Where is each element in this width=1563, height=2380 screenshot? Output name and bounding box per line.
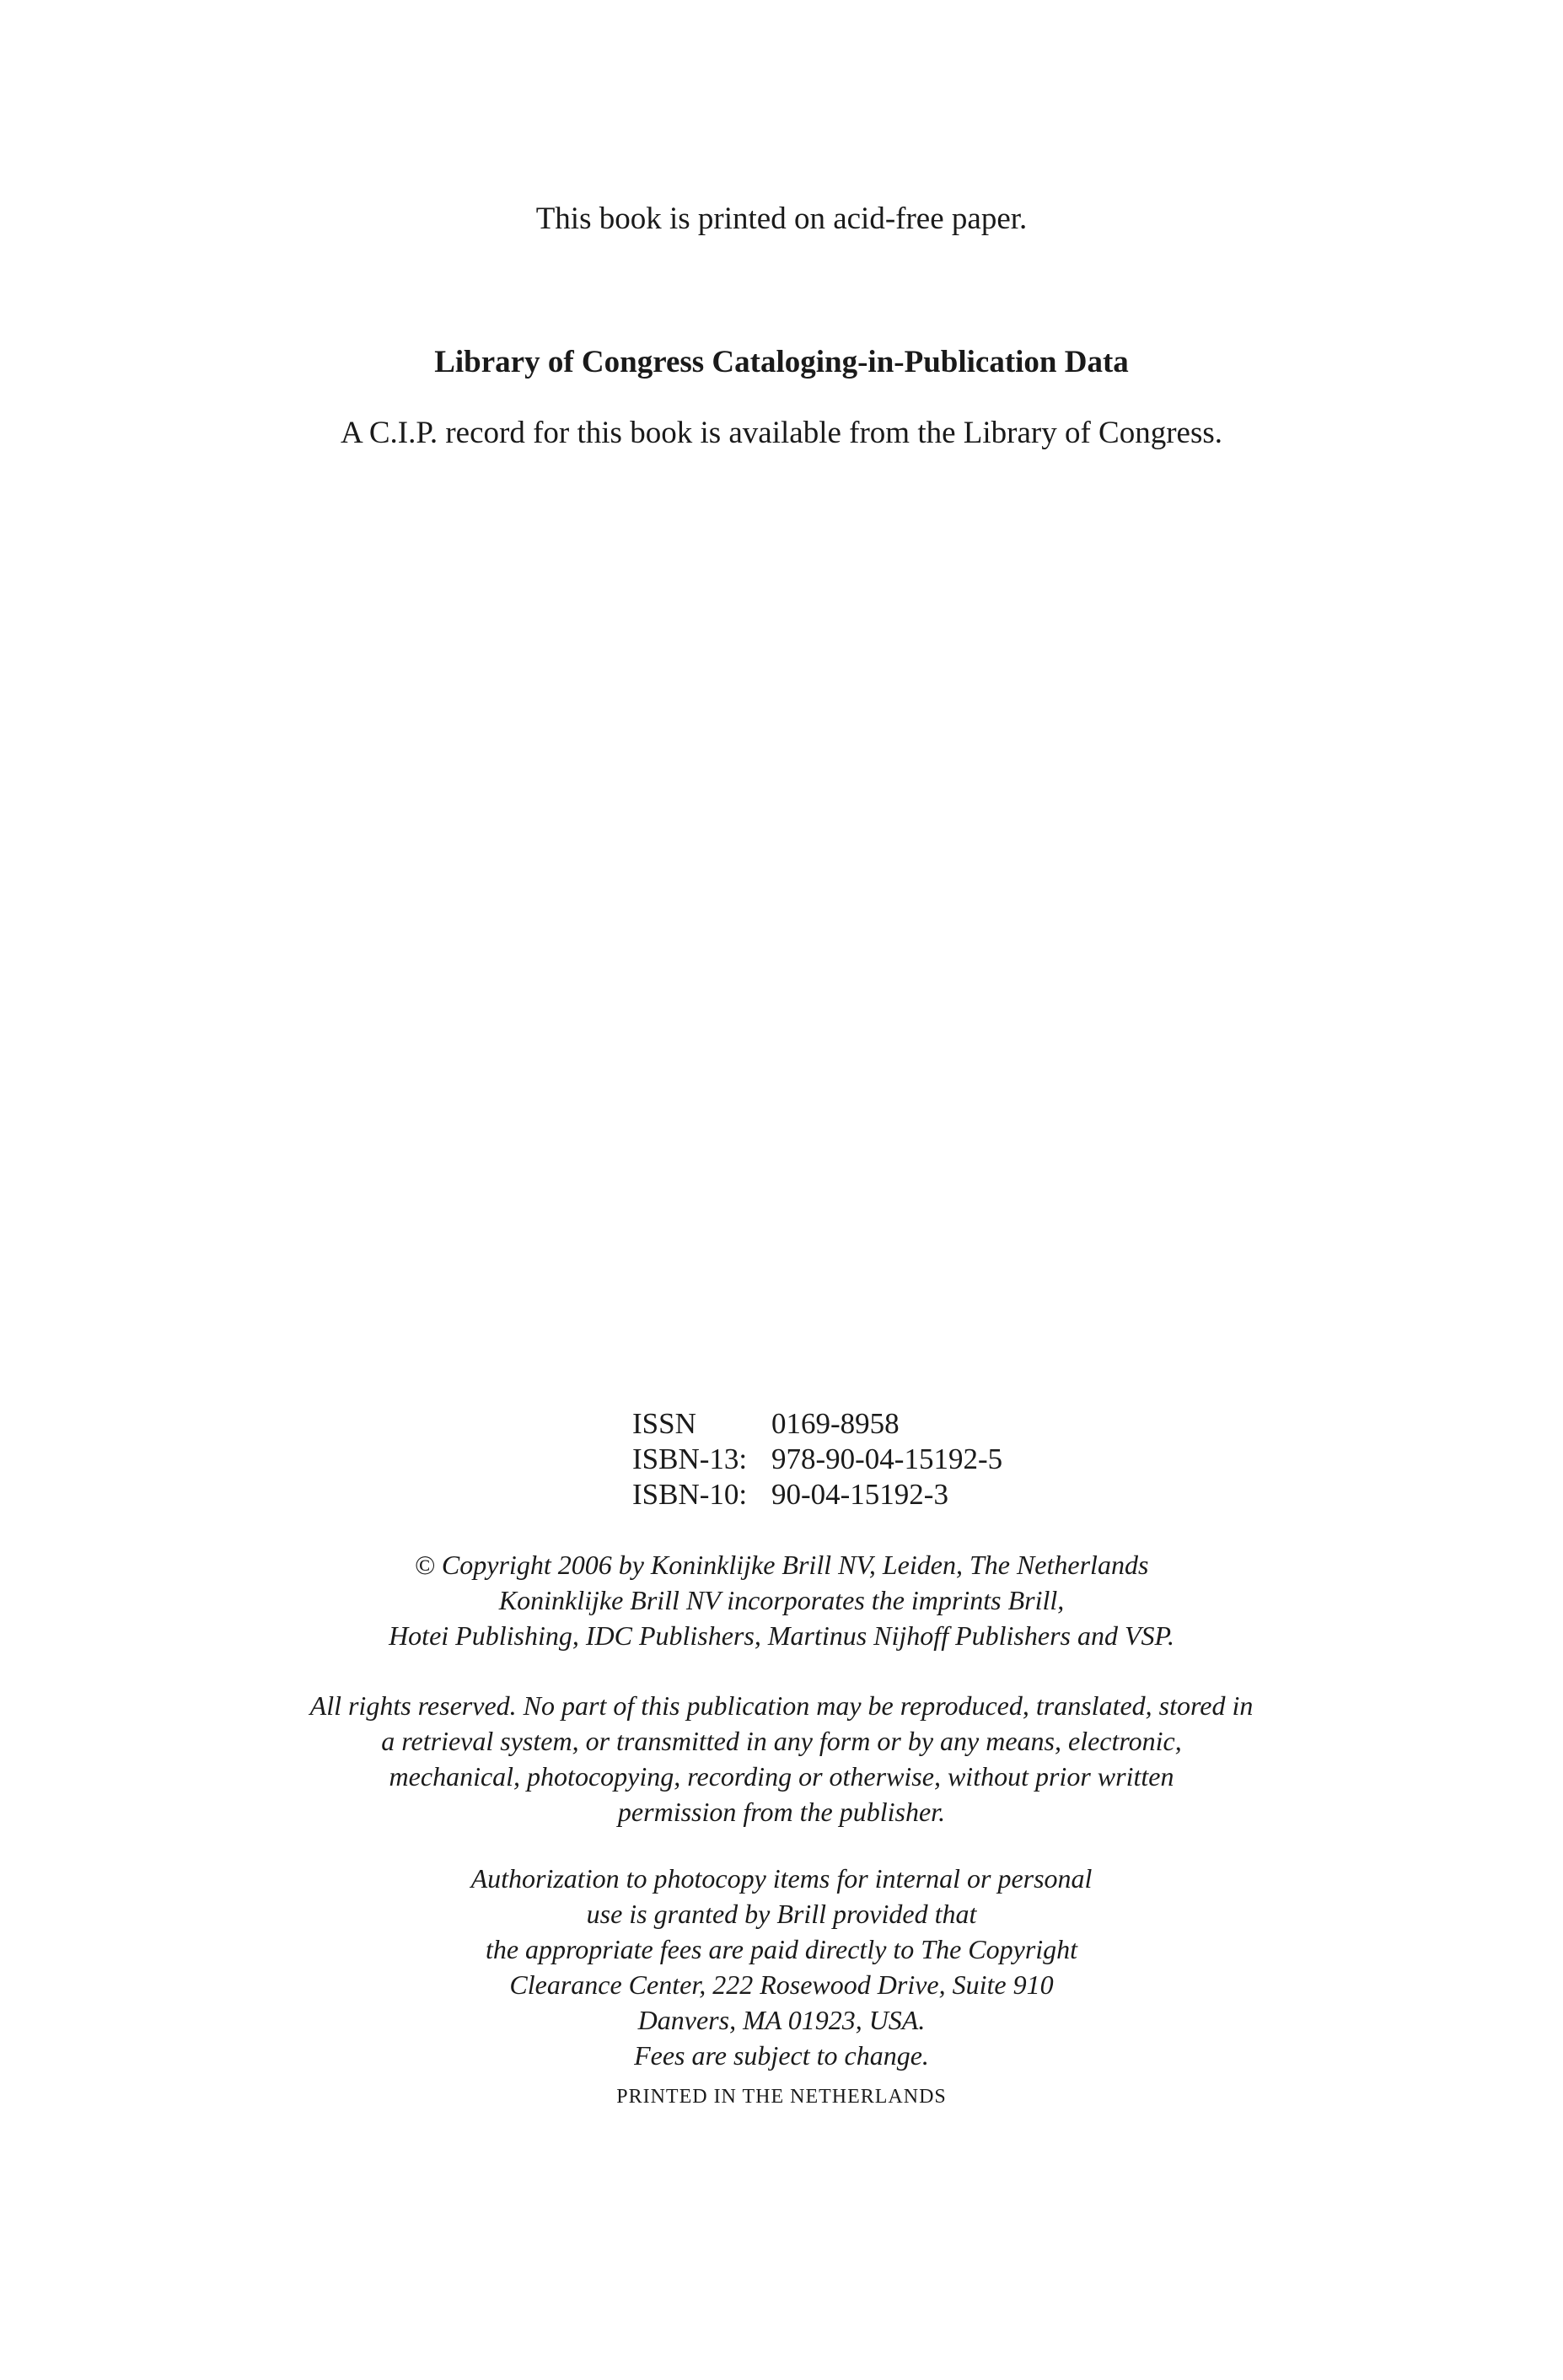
isbn10-row <box>632 1477 1002 1512</box>
isbn10-value: 90-04-15192-3 <box>771 1478 948 1511</box>
rights-line: a retrieval system, or transmitted in any form or by any means, electronic, <box>381 1726 1182 1756</box>
authorization-line: Fees are subject to change. <box>634 2040 929 2071</box>
copyright-line: Koninklijke Brill NV incorporates the imprints Brill, <box>498 1585 1065 1615</box>
cip-heading: Library of Congress Cataloging-in-Publication Data <box>434 345 1129 379</box>
isbn10-label: ISBN-10: <box>632 1478 748 1511</box>
printed-in-note: PRINTED IN THE NETHERLANDS <box>616 2086 947 2108</box>
authorization-line: use is granted by Brill provided that <box>586 1899 977 1929</box>
authorization-line: Danvers, MA 01923, USA. <box>637 2005 926 2035</box>
cip-record-note: A C.I.P. record for this book is available from the Library of Congress. <box>340 416 1223 450</box>
identifier-block <box>632 1406 1002 1512</box>
issn-label: ISSN <box>632 1407 696 1440</box>
rights-line: mechanical, photocopying, recording or otherwise, without prior written <box>389 1761 1174 1792</box>
authorization-line: the appropriate fees are paid directly to The Copyright <box>485 1934 1078 1964</box>
authorization-line: Authorization to photocopy items for internal or personal <box>470 1863 1093 1894</box>
issn-value: 0169-8958 <box>771 1407 900 1440</box>
rights-line: permission from the publisher. <box>617 1797 946 1827</box>
acid-free-note: This book is printed on acid-free paper. <box>535 201 1028 236</box>
rights-statement <box>0 1688 1563 1829</box>
copyright-line: Hotei Publishing, IDC Publishers, Martinus Nijhoff Publishers and VSP. <box>389 1620 1174 1651</box>
copyright-statement <box>0 1547 1563 1653</box>
issn-row <box>632 1406 1002 1442</box>
isbn13-row <box>632 1442 1002 1477</box>
isbn13-label: ISBN-13: <box>632 1443 748 1475</box>
rights-line: All rights reserved. No part of this publication may be reproduced, translated, stored in <box>309 1690 1254 1721</box>
copyright-line: © Copyright 2006 by Koninklijke Brill NV, Leiden, The Netherlands <box>414 1550 1149 1580</box>
isbn13-value: 978-90-04-15192-5 <box>771 1443 1003 1475</box>
authorization-statement <box>0 1861 1563 2073</box>
authorization-line: Clearance Center, 222 Rosewood Drive, Suite 910 <box>509 1969 1054 2000</box>
